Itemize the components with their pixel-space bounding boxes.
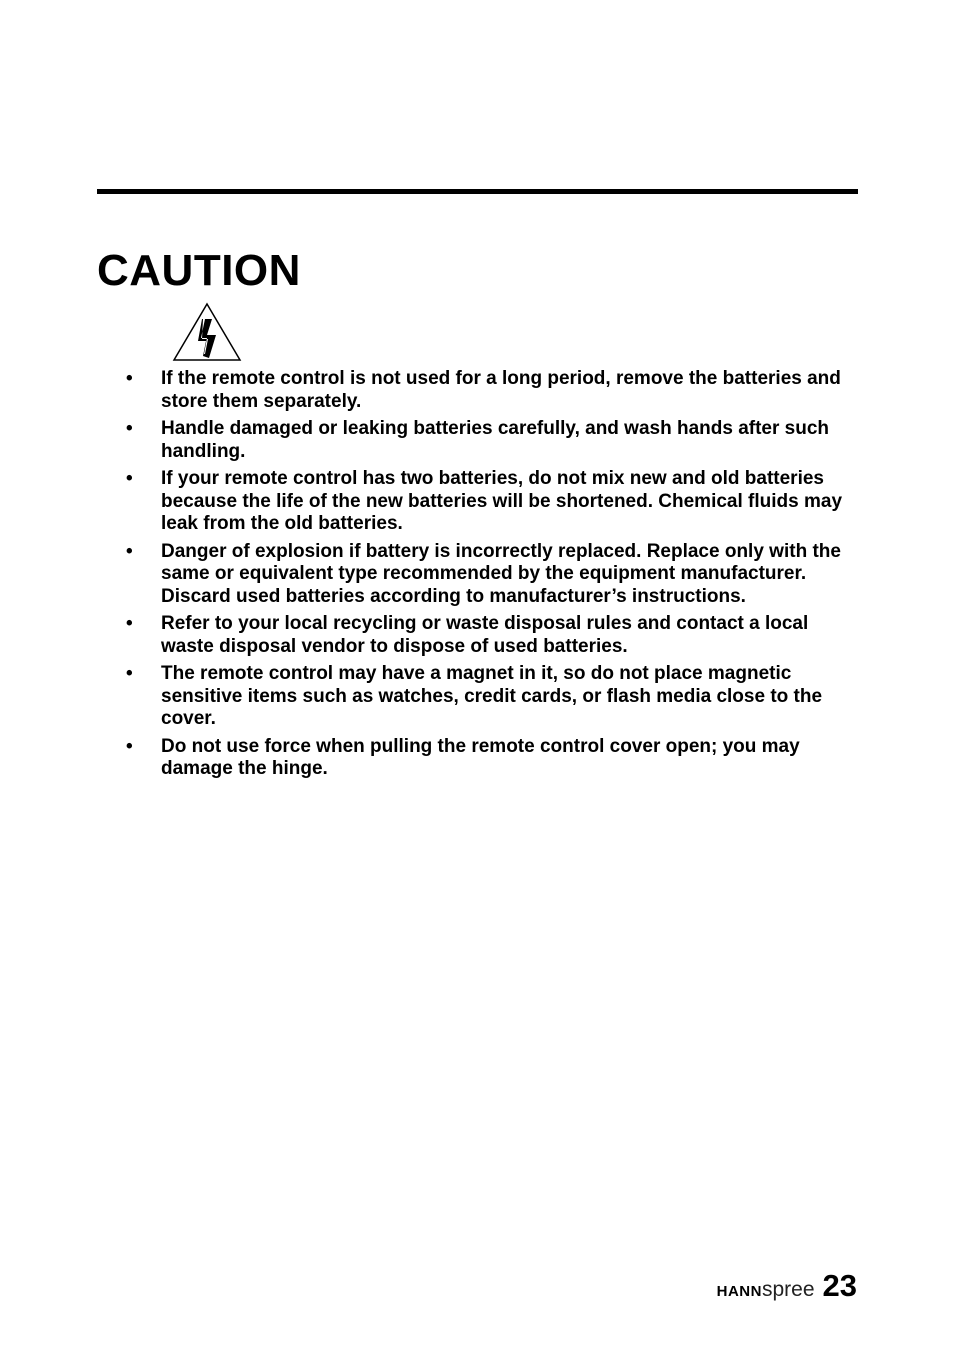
header-rule (97, 189, 858, 194)
bullet-icon: • (126, 468, 133, 489)
bullet-icon: • (126, 663, 133, 684)
list-item-text: Do not use force when pulling the remote control cover open; you may damage the hinge. (161, 735, 800, 779)
list-item (126, 468, 866, 536)
bullet-icon: • (126, 735, 133, 757)
caution-list (126, 368, 866, 786)
page-number: 23 (822, 1268, 857, 1303)
list-item-text: Danger of explosion if battery is incorrectly replaced. Replace only with the same or equivalent type recommended by the equipment manufacturer. Discard used batteries according to manufacturer’s instructions. (161, 540, 841, 607)
electric-shock-warning-icon (172, 302, 242, 362)
page-title: CAUTION (97, 246, 301, 295)
list-item-text: The remote control may have a magnet in it, so do not place magnetic sensitive items such as watches, credit cards, or flash media close to the cover. (161, 663, 823, 729)
brand-logo-bold: HANN (716, 1283, 762, 1300)
list-item (126, 541, 866, 609)
bullet-icon: • (126, 368, 133, 389)
brand-logo-light: spree (761, 1278, 815, 1301)
list-item-text: If your remote control has two batteries, do not mix new and old batteries because the life of the new batteries will be shortened. Chemical fluids may leak from the old batteries. (161, 468, 843, 534)
page-footer (717, 1268, 857, 1304)
bullet-icon: • (126, 418, 133, 439)
list-item-text: Handle damaged or leaking batteries carefully, and wash hands after such handling. (161, 418, 830, 462)
list-item-text: Refer to your local recycling or waste disposal rules and contact a local waste disposal vendor to dispose of used batteries. (161, 613, 809, 657)
list-item-text: If the remote control is not used for a long period, remove the batteries and store them separately. (161, 368, 841, 412)
brand-logo (717, 1278, 815, 1304)
list-item (126, 613, 866, 658)
bullet-icon: • (126, 540, 133, 562)
list-item (126, 663, 866, 731)
list-item (126, 418, 866, 463)
bullet-icon: • (126, 613, 133, 634)
list-item (126, 736, 866, 781)
list-item (126, 368, 866, 413)
